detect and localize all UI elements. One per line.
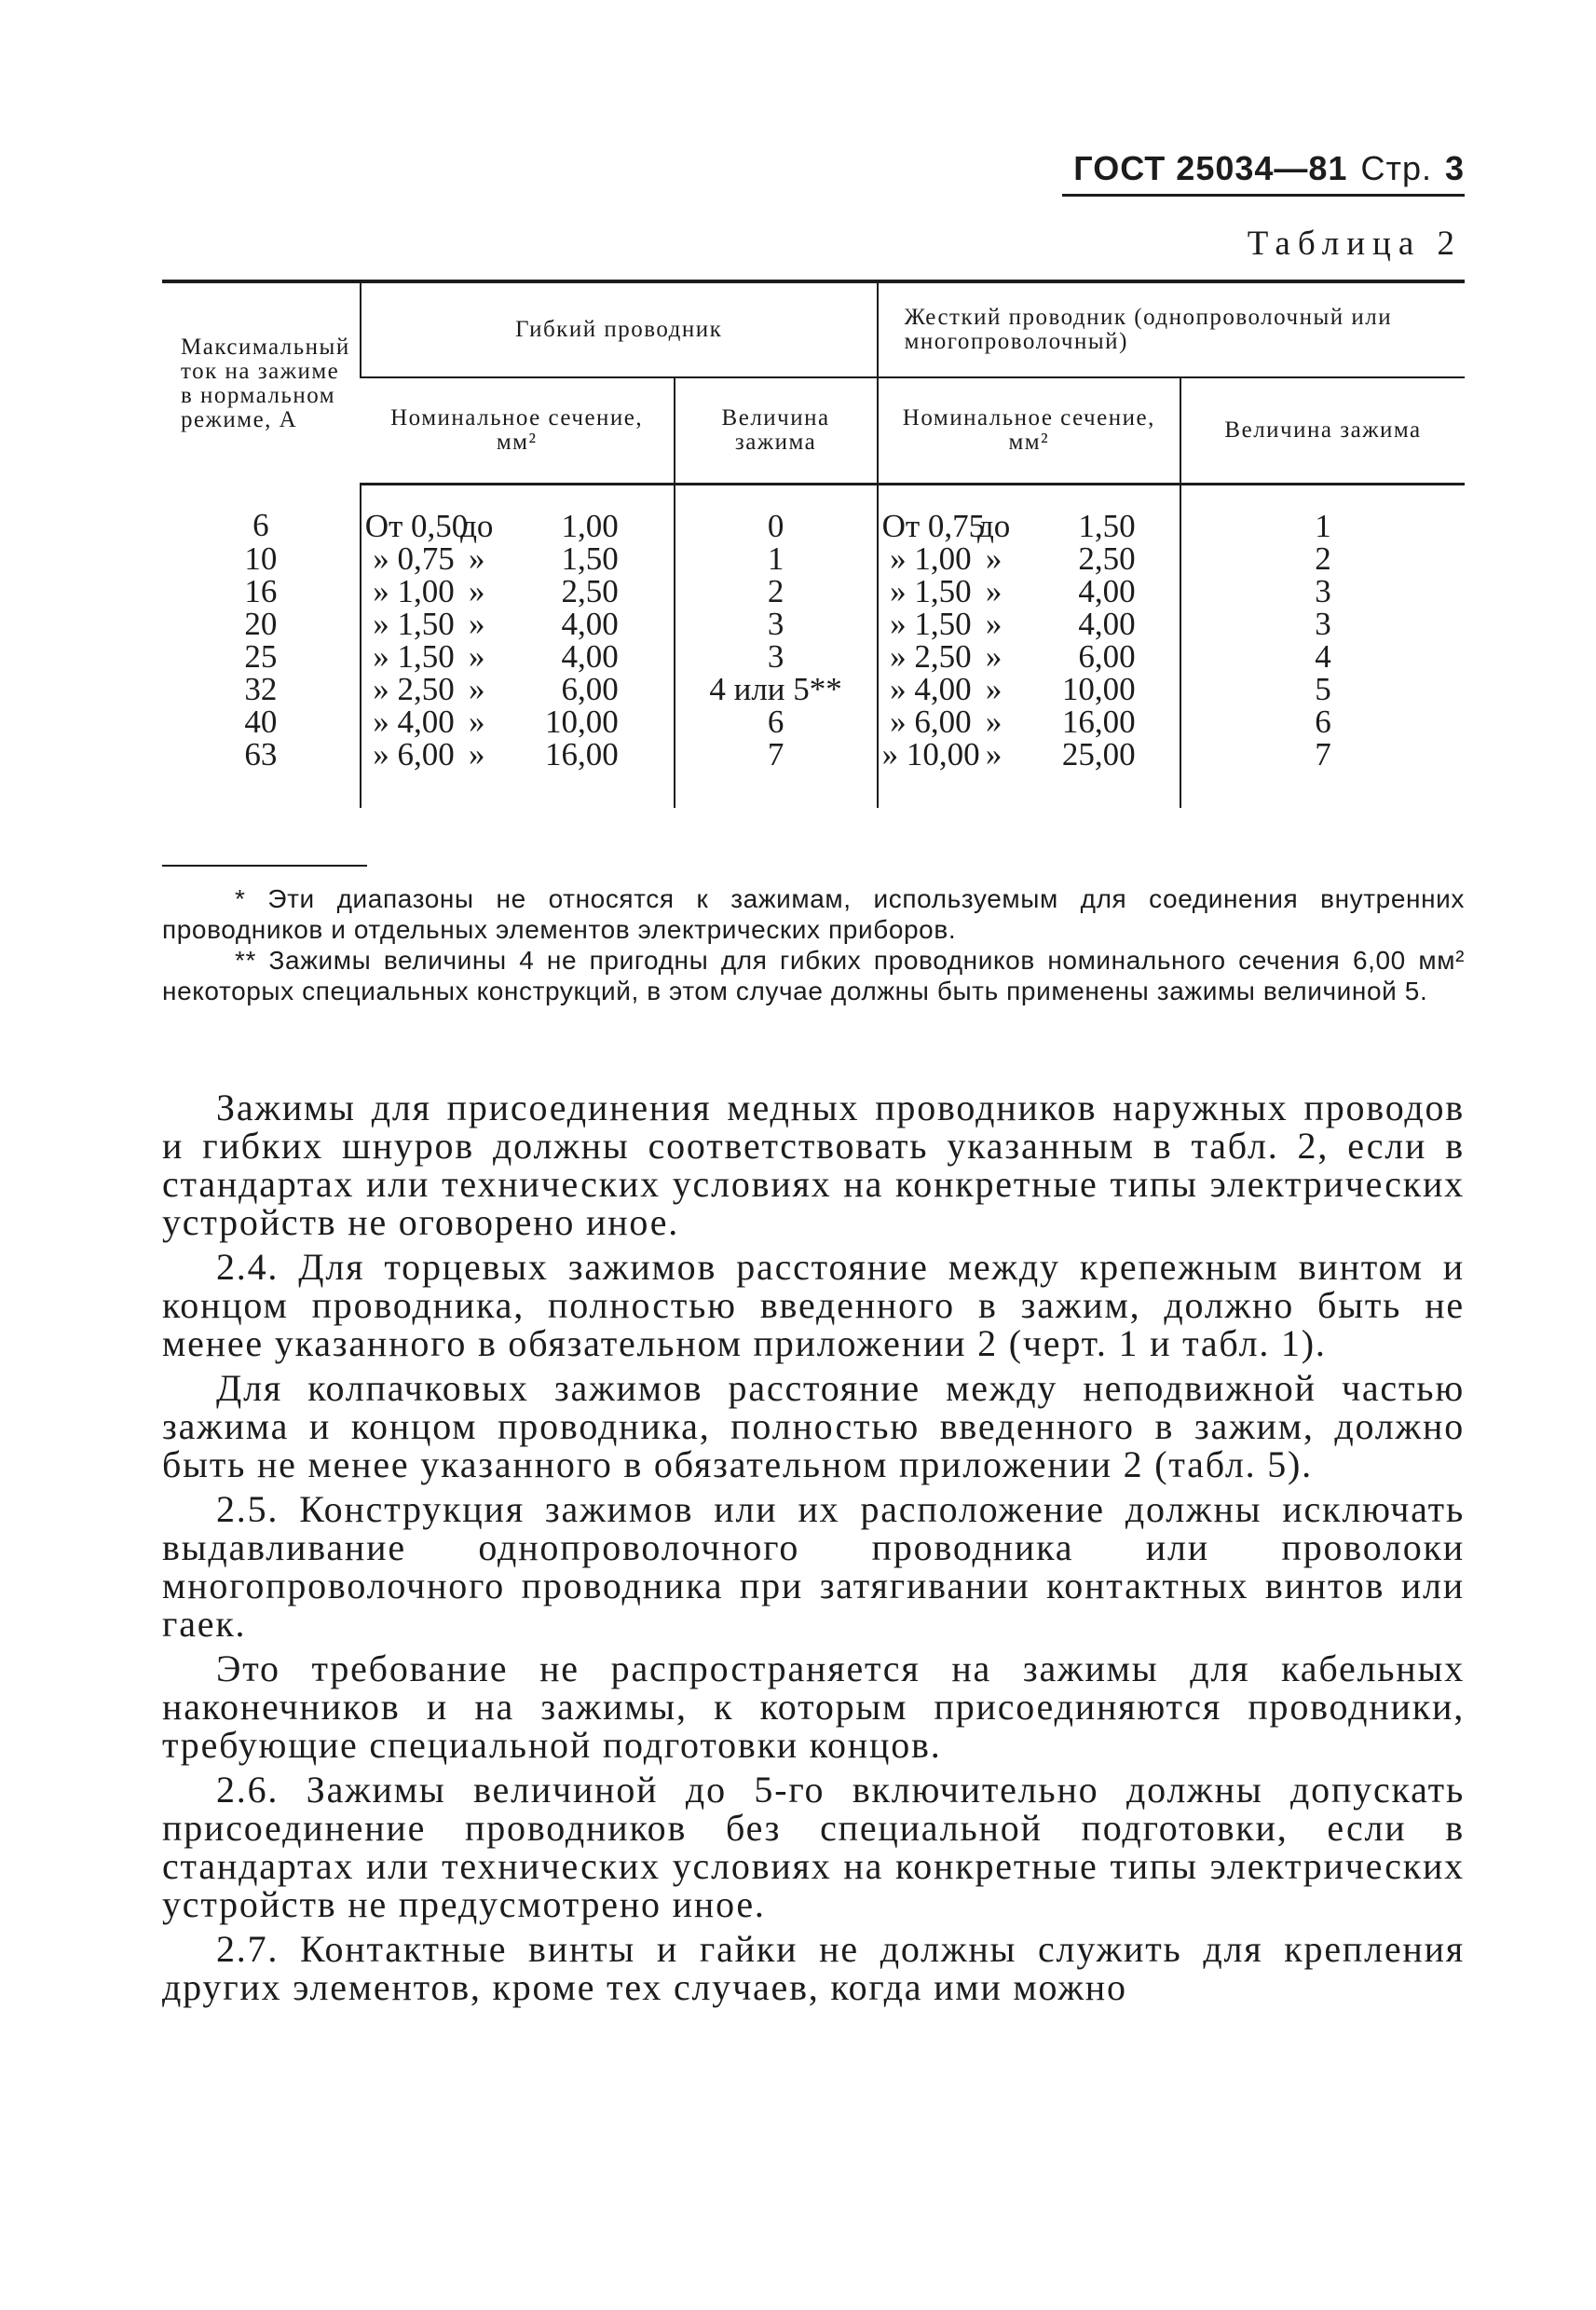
rigid-range-cell: От 0,75до 1,50 [878,485,1180,543]
header-rigid-size: Величина зажима [1180,377,1465,485]
rigid-range-cell: » 1,50 » 4,00 [878,608,1180,640]
footnote-divider [162,865,367,867]
rigid-size-cell: 6 [1180,705,1465,738]
flex-size-cell: 3 [675,608,878,640]
rigid-range-cell: » 1,00 » 2,50 [878,542,1180,575]
current-cell: 10 [244,540,278,577]
body-text [162,1088,1465,2013]
paragraph: 2.6. Зажимы величиной до 5-го включительно должны допускать присоединение проводников без специальной подготовки, если в стандартах или технических условиях на конкретные типы электрических устройств не предусмотрено иное. [162,1769,1465,1925]
header-group-rigid: Жесткий проводник (однопроволочный или многопроволочный) [878,281,1465,377]
document-code: ГОСТ 25034—81 [1073,149,1348,187]
page-label: Стр. [1360,149,1432,187]
header-rigid-section: Номинальное сечение, мм² [878,377,1180,485]
flex-size-cell: 3 [675,640,878,673]
table-row [162,738,1465,808]
rigid-size-cell: 1 [1180,485,1465,543]
flex-size-cell: 1 [675,542,878,575]
paragraph: Зажимы для присоединения медных проводников наружных проводов и гибких шнуров должны соответствовать указанным в табл. 2, если в стандартах или технических условиях на конкретные типы электрических устройств не оговорено иное. [162,1087,1465,1243]
table-row [162,640,1465,673]
rigid-range-cell: » 2,50 » 6,00 [878,640,1180,673]
current-cell: 16 [244,573,278,609]
paragraph: 2.7. Контактные винты и гайки не должны служить для крепления других элементов, кроме тех случаев, когда ими можно [162,1928,1465,2008]
table-footnotes [162,883,1465,1006]
flex-size-cell: 7 [675,738,878,808]
rigid-size-cell: 3 [1180,575,1465,608]
flex-size-cell: 0 [675,485,878,543]
header-max-current: Максимальный ток на зажиме в нормальном режиме, А [181,334,350,432]
flex-range-cell: » 1,50 » 4,00 [361,640,675,673]
flex-range-cell: От 0,50до 1,00 [361,485,675,543]
current-cell: 40 [244,704,278,740]
current-cell: 6 [252,506,269,543]
paragraph: 2.4. Для торцевых зажимов расстояние между крепежным винтом и концом проводника, полностью введенного в зажим, должно быть не менее указанного в обязательном приложении 2 (черт. 1 и табл. 1). [162,1246,1465,1364]
rigid-range-cell: » 6,00 » 16,00 [878,705,1180,738]
page-number: 3 [1444,149,1465,187]
current-cell: 63 [244,736,278,772]
rigid-range-cell: » 10,00 » 25,00 [878,738,1180,808]
header-flex-size: Величина зажима [675,377,878,485]
flex-range-cell: » 1,00 » 2,50 [361,575,675,608]
flex-range-cell: » 6,00 » 16,00 [361,738,675,808]
flex-size-cell: 2 [675,575,878,608]
rigid-size-cell: 4 [1180,640,1465,673]
flex-range-cell: » 4,00 » 10,00 [361,705,675,738]
rigid-size-cell: 2 [1180,542,1465,575]
flex-size-cell: 4 или 5** [675,673,878,705]
paragraph: Это требование не распространяется на зажимы для кабельных наконечников и на зажимы, к которым присоединяются проводники, требующие специальной подготовки концов. [162,1647,1465,1766]
header-flex-section: Номинальное сечение, мм² [361,377,675,485]
clamp-size-table [162,280,1465,808]
table-row [162,575,1465,608]
table-row [162,705,1465,738]
page-header [1062,140,1465,197]
table-row [162,485,1465,543]
current-cell: 25 [244,638,278,675]
current-cell: 20 [244,606,278,642]
table-caption: Таблица 2 [1247,225,1462,263]
rigid-range-cell: » 1,50 » 4,00 [878,575,1180,608]
rigid-size-cell: 7 [1180,738,1465,808]
table-row [162,673,1465,705]
rigid-size-cell: 5 [1180,673,1465,705]
flex-range-cell: » 1,50 » 4,00 [361,608,675,640]
flex-size-cell: 6 [675,705,878,738]
flex-range-cell: » 0,75 » 1,50 [361,542,675,575]
footnote-2: ** Зажимы величины 4 не пригодны для гибких проводников номинального сечения 6,00 мм² некоторых специальных конструкций, в этом случае должны быть применены зажимы величиной 5. [162,946,1465,1005]
rigid-range-cell: » 4,00 » 10,00 [878,673,1180,705]
current-cell: 32 [244,671,278,707]
footnote-1: * Эти диапазоны не относятся к зажимам, используемым для соединения внутренних проводников и отдельных элементов электрических приборов. [162,884,1465,944]
table-row [162,542,1465,575]
rigid-size-cell: 3 [1180,608,1465,640]
paragraph: Для колпачковых зажимов расстояние между неподвижной частью зажима и концом проводника, полностью введенного в зажим, должно быть не менее указанного в обязательном приложении 2 (табл. 5). [162,1367,1465,1485]
flex-range-cell: » 2,50 » 6,00 [361,673,675,705]
paragraph: 2.5. Конструкция зажимов или их расположение должны исключать выдавливание однопроволочного проводника или проволоки многопроволочного проводника при затягивании контактных винтов или гаек. [162,1488,1465,1645]
table-row [162,608,1465,640]
header-group-flexible: Гибкий проводник [361,281,878,377]
